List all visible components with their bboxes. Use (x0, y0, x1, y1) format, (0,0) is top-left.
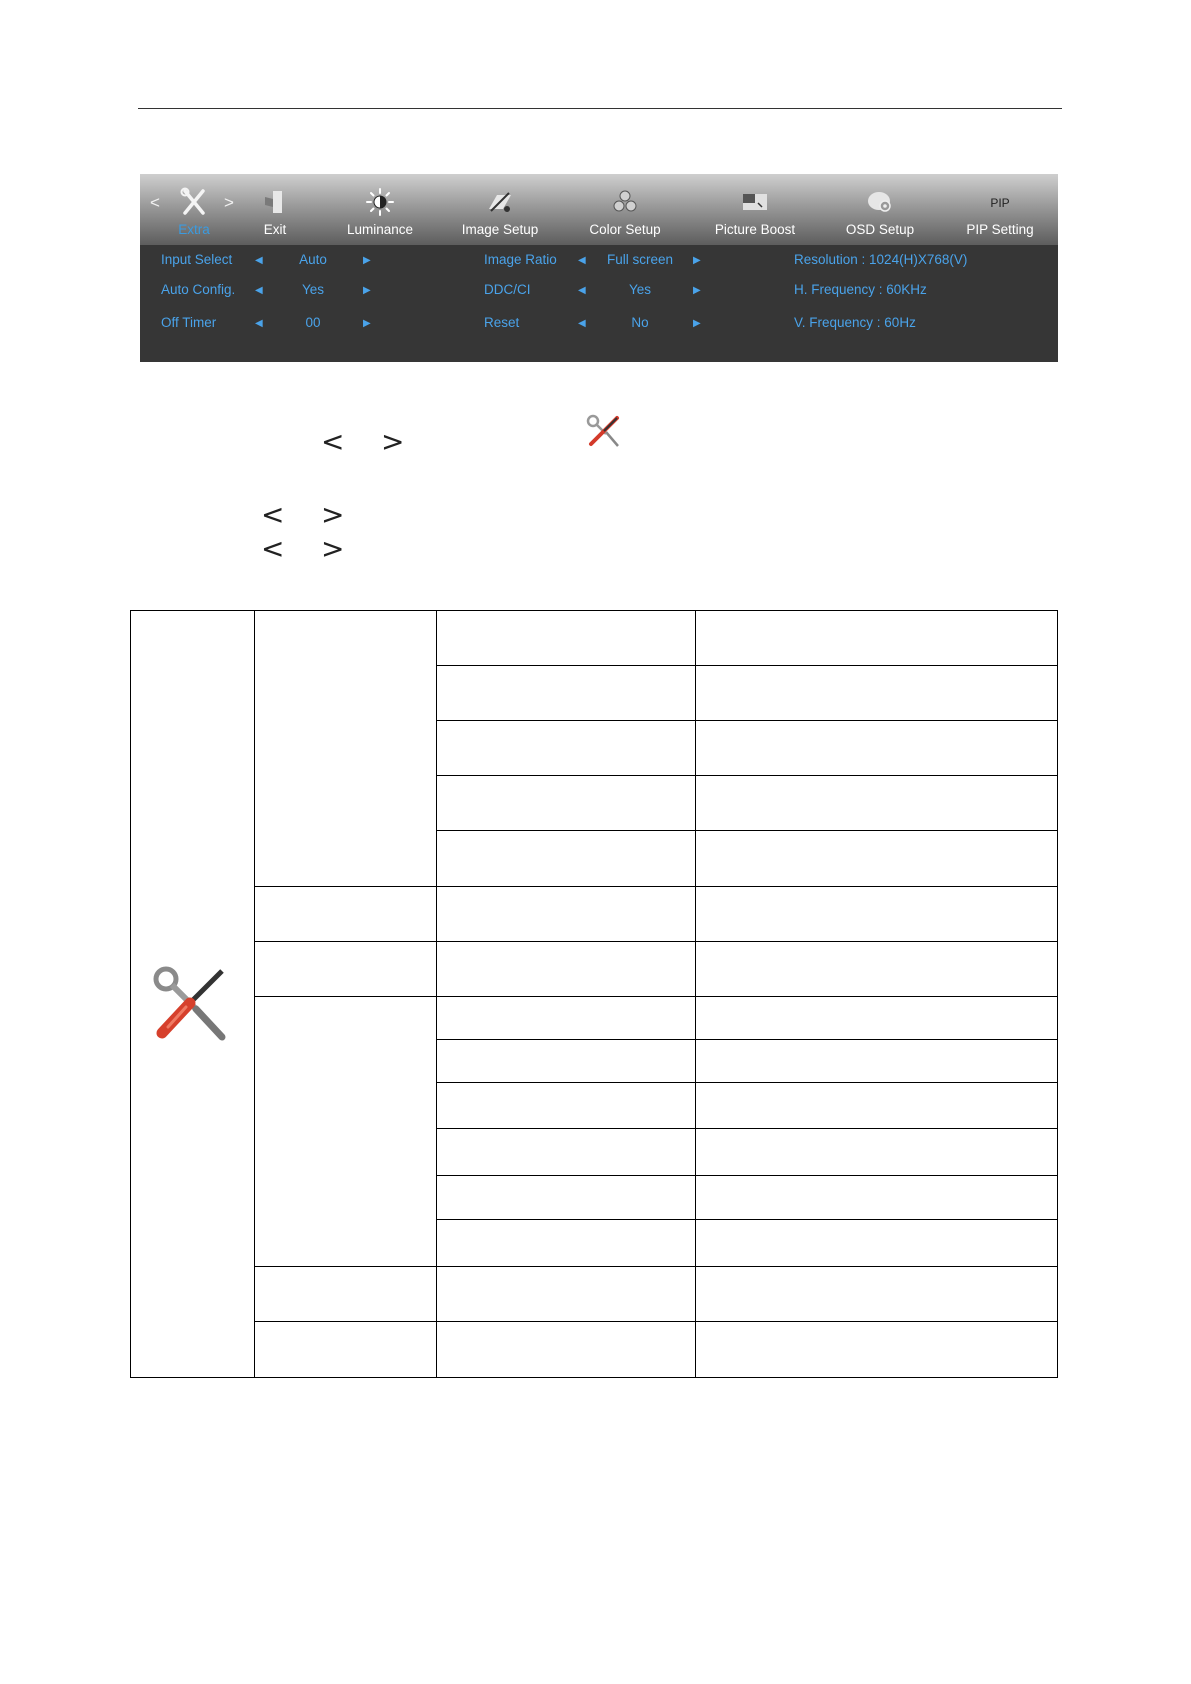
setting-value: No (631, 315, 649, 330)
decrease-arrow-icon[interactable]: ◀ (578, 318, 586, 329)
setting-label[interactable]: Image Ratio (484, 252, 557, 267)
left-chevron-icon: < (321, 425, 345, 458)
v-frequency-info: V. Frequency : 60Hz (794, 315, 916, 330)
setting-label[interactable]: Auto Config. (161, 282, 236, 297)
setting-value: Auto (299, 252, 327, 267)
setting-value: Yes (628, 282, 652, 297)
decrease-arrow-icon[interactable]: ◀ (255, 255, 263, 266)
tab-label: Image Setup (461, 222, 539, 237)
increase-arrow-icon[interactable]: ▶ (363, 318, 371, 329)
tab-label: Extra (178, 222, 210, 237)
setting-value: Full screen (606, 252, 674, 267)
increase-arrow-icon[interactable]: ▶ (693, 285, 701, 296)
setting-value: 00 (305, 315, 321, 330)
tab-luminance[interactable] (335, 174, 425, 245)
increase-arrow-icon[interactable]: ▶ (693, 318, 701, 329)
tab-color-setup[interactable] (575, 174, 675, 245)
tools-icon (179, 187, 209, 217)
picture-boost-icon (740, 187, 770, 217)
tab-image-setup[interactable] (450, 174, 550, 245)
tab-label: PIP Setting (966, 222, 1034, 237)
osd-nav-left[interactable]: < (150, 193, 160, 212)
setting-value: Yes (301, 282, 325, 297)
header-rule (138, 108, 1062, 109)
tab-extra[interactable] (164, 174, 224, 245)
decrease-arrow-icon[interactable]: ◀ (255, 318, 263, 329)
decrease-arrow-icon[interactable]: ◀ (578, 255, 586, 266)
setting-label[interactable]: Off Timer (161, 315, 217, 330)
tab-picture-boost[interactable] (700, 174, 810, 245)
decrease-arrow-icon[interactable]: ◀ (255, 285, 263, 296)
decrease-arrow-icon[interactable]: ◀ (578, 285, 586, 296)
setting-label[interactable]: DDC/CI (484, 282, 531, 297)
setting-label[interactable]: Reset (484, 315, 520, 330)
tab-exit[interactable] (245, 174, 305, 245)
tools-icon (584, 414, 622, 452)
tab-pip-setting[interactable] (950, 174, 1050, 245)
color-setup-icon (610, 187, 640, 217)
increase-arrow-icon[interactable]: ▶ (693, 255, 701, 266)
osd-nav-right[interactable]: > (224, 193, 234, 212)
tab-label: OSD Setup (845, 222, 915, 237)
right-chevron-icon: > (321, 532, 345, 565)
increase-arrow-icon[interactable]: ▶ (363, 285, 371, 296)
osd-tab-bar (140, 174, 1058, 245)
right-chevron-icon: > (321, 498, 345, 531)
tab-label: Color Setup (589, 222, 661, 237)
setting-label[interactable]: Input Select (161, 252, 233, 267)
left-chevron-icon: < (261, 498, 285, 531)
increase-arrow-icon[interactable]: ▶ (363, 255, 371, 266)
tab-label: Picture Boost (714, 222, 796, 237)
tab-label: Luminance (346, 222, 414, 237)
osd-menu-panel (140, 174, 1058, 362)
tab-label: Exit (263, 222, 287, 237)
exit-icon (260, 187, 290, 217)
tools-icon (150, 965, 230, 1045)
sun-icon (365, 187, 395, 217)
pip-icon: PIP (990, 196, 1010, 210)
osd-setup-icon (865, 187, 895, 217)
h-frequency-info: H. Frequency : 60KHz (794, 282, 927, 297)
right-chevron-icon: > (381, 425, 405, 458)
left-chevron-icon: < (261, 532, 285, 565)
tab-osd-setup[interactable] (830, 174, 930, 245)
resolution-info: Resolution : 1024(H)X768(V) (794, 252, 968, 267)
image-setup-icon (485, 187, 515, 217)
